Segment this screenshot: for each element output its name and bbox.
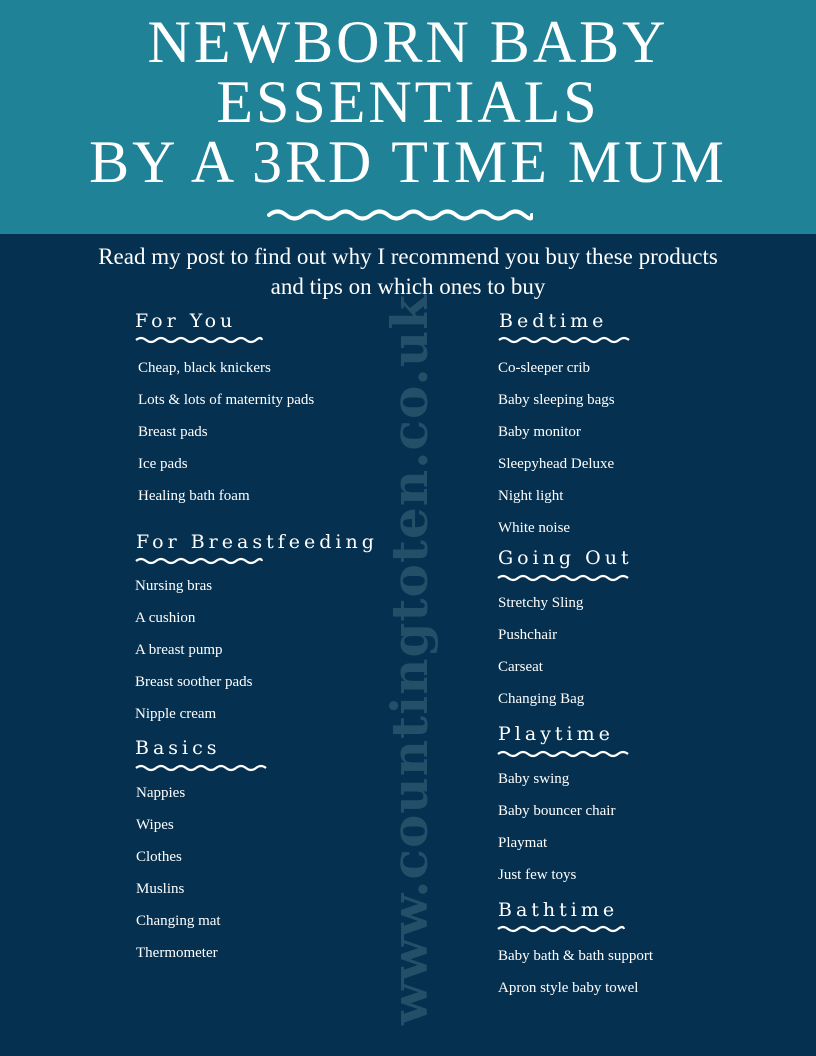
list-item: Co-sleeper crib [498, 360, 591, 376]
list-item: Cheap, black knickers [138, 360, 271, 376]
list-item: Stretchy Sling [498, 595, 584, 611]
list-item: Baby bouncer chair [498, 803, 616, 819]
list-item: Baby bath & bath support [498, 948, 653, 964]
title-wave-divider [267, 207, 533, 223]
section-wave [497, 924, 625, 934]
list-item: Baby monitor [498, 424, 581, 440]
list-item: Breast pads [138, 424, 208, 440]
list-item: Clothes [136, 849, 182, 865]
list-item: Breast soother pads [135, 674, 253, 690]
section-wave [497, 573, 629, 583]
list-item: Baby swing [498, 771, 570, 787]
list-item: Lots & lots of maternity pads [138, 392, 315, 408]
section-title-going-out: Going Out [498, 547, 633, 569]
section-title-playtime: Playtime [498, 723, 614, 745]
section-title-bathtime: Bathtime [498, 899, 619, 921]
watermark-url: www.countingtoten.co.uk [380, 294, 439, 1025]
section-wave [497, 749, 629, 759]
section-wave [135, 763, 267, 773]
title-line-2: ESSENTIALS [216, 69, 600, 135]
section-title-for-breastfeeding: For Breastfeeding [136, 531, 378, 553]
section-wave [498, 335, 630, 345]
list-item: Just few toys [498, 867, 577, 883]
subtitle-line-2: and tips on which ones to buy [270, 274, 546, 299]
list-item: Apron style baby towel [498, 980, 639, 996]
list-item: Pushchair [498, 627, 558, 643]
list-item: Wipes [136, 817, 174, 833]
list-item: Sleepyhead Deluxe [498, 456, 615, 472]
list-item: Nappies [136, 785, 186, 801]
list-item: Carseat [498, 659, 543, 675]
list-item: A cushion [135, 610, 196, 626]
list-item: Ice pads [138, 456, 188, 472]
list-item: Thermometer [136, 945, 218, 961]
list-item: Nipple cream [135, 706, 217, 722]
list-item: White noise [498, 520, 571, 536]
section-title-basics: Basics [135, 737, 221, 759]
list-item: Baby sleeping bags [498, 392, 615, 408]
list-item: Muslins [136, 881, 185, 897]
list-item: Changing Bag [498, 691, 585, 707]
section-title-for-you: For You [135, 310, 237, 332]
list-item: Playmat [498, 835, 548, 851]
header-banner [0, 0, 816, 234]
title-line-3: BY A 3RD TIME MUM [89, 129, 727, 195]
subtitle [30, 242, 786, 302]
subtitle-line-1: Read my post to find out why I recommend you buy these products [98, 244, 718, 269]
title-line-1: NEWBORN BABY [147, 9, 669, 75]
page-title [0, 9, 816, 195]
list-item: Nursing bras [135, 578, 213, 594]
list-item: Night light [498, 488, 564, 504]
section-wave [135, 556, 263, 566]
section-wave [135, 335, 263, 345]
section-title-bedtime: Bedtime [499, 310, 608, 332]
list-item: Changing mat [136, 913, 221, 929]
list-item: Healing bath foam [138, 488, 250, 504]
list-item: A breast pump [135, 642, 223, 658]
